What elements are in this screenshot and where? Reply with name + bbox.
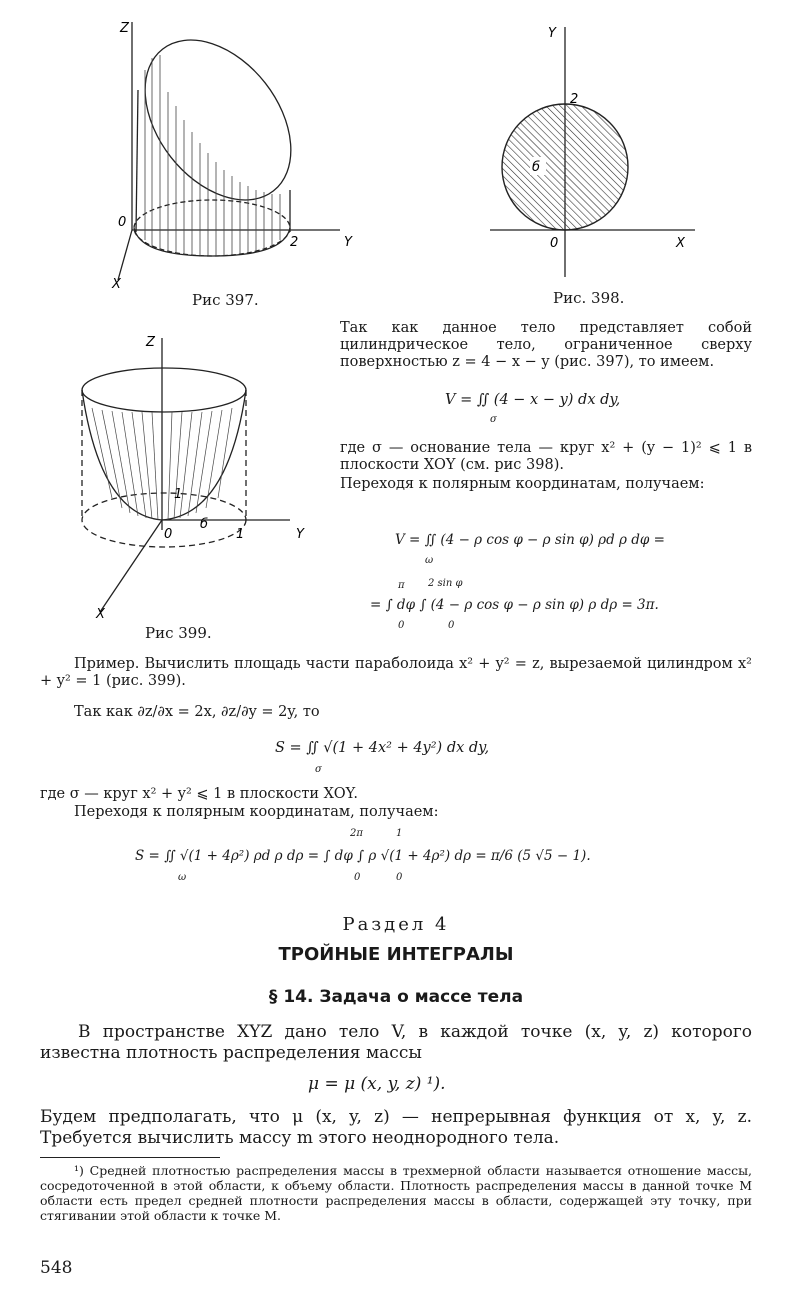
right-paragraph-1: Так как данное тело представляет собой цилиндрическое тело, ограниченное сверху поверхностью z = 4 − x − y (рис. 397), то имеем. bbox=[340, 320, 752, 370]
right-formula-2: V = ∬ (4 − ρ cos φ − ρ sin φ) ρd ρ dφ = bbox=[395, 532, 665, 548]
example-formula-2-upper-2: 1 bbox=[396, 828, 403, 839]
right-paragraph-3: Переходя к полярным координатам, получаем: bbox=[340, 476, 705, 492]
fig398-caption: Рис. 398. bbox=[553, 289, 625, 307]
right-formula-3-lower-1: 0 bbox=[398, 620, 405, 631]
fig398-axis-x: X bbox=[676, 236, 685, 251]
fig397-axis-z: Z bbox=[120, 21, 129, 36]
right-formula-2-sub: ω bbox=[425, 555, 434, 566]
fig399-axis-z: Z bbox=[146, 335, 155, 350]
section-formula-1: μ = μ (x, y, z) ¹). bbox=[308, 1074, 446, 1094]
figure-398 bbox=[490, 15, 710, 290]
example-paragraph-3: где σ — круг x² + y² ⩽ 1 в плоскости XOY. bbox=[40, 786, 358, 802]
fig399-origin: 0 bbox=[164, 527, 173, 542]
fig399-axis-x: X bbox=[96, 607, 105, 620]
section-part-heading: Раздел 4 bbox=[342, 914, 450, 935]
fig399-axis-y: Y bbox=[296, 527, 304, 542]
subsection-title: § 14. Задача о массе тела bbox=[268, 987, 524, 1007]
section-paragraph-2: Будем предполагать, что μ (x, y, z) — непрерывная функция от x, y, z. Требуется вычислить массу m этого неоднородного тела. bbox=[40, 1107, 752, 1148]
page-number: 548 bbox=[40, 1258, 73, 1278]
example-formula-1: S = ∬ √(1 + 4x² + 4y²) dx dy, bbox=[275, 740, 490, 756]
fig397-caption: Рис 397. bbox=[192, 291, 259, 309]
example-formula-2-sub: ω bbox=[178, 872, 187, 883]
section-paragraph-1: В пространстве XYZ дано тело V, в каждой точке (x, y, z) которого известна плотность распределения массы bbox=[40, 1022, 752, 1063]
right-paragraph-2: где σ — основание тела — круг x² + (y − 1)² ⩽ 1 в плоскости XOY (см. рис 398). bbox=[340, 440, 752, 473]
fig397-axis-x: X bbox=[112, 277, 121, 292]
fig399-tick-x: 1 bbox=[174, 487, 183, 502]
example-formula-2-lower-2: 0 bbox=[396, 872, 403, 883]
example-formula-2-lower-1: 0 bbox=[354, 872, 361, 883]
example-formula-2: S = ∬ √(1 + 4ρ²) ρd ρ dρ = ∫ dφ ∫ ρ √(1 + 4ρ²) dρ = π/6 (5 √5 − 1). bbox=[135, 848, 591, 864]
fig398-region: б bbox=[532, 160, 541, 175]
right-formula-1-sub: σ bbox=[490, 414, 497, 425]
fig397-axis-y: Y bbox=[344, 235, 352, 250]
fig397-origin: 0 bbox=[118, 215, 127, 230]
fig398-origin: 0 bbox=[550, 236, 559, 251]
right-formula-3-upper-2: 2 sin φ bbox=[428, 578, 463, 589]
right-formula-3-lower-2: 0 bbox=[448, 620, 455, 631]
section-title: ТРОЙНЫЕ ИНТЕГРАЛЫ bbox=[278, 944, 514, 965]
figure-397 bbox=[100, 10, 380, 295]
fig398-axis-y: Y bbox=[548, 26, 556, 41]
example-paragraph-4: Переходя к полярным координатам, получаем: bbox=[74, 804, 439, 820]
right-formula-1: V = ∬ (4 − x − y) dx dy, bbox=[445, 392, 621, 408]
figure-399 bbox=[40, 330, 340, 620]
fig399-tick-y: 1 bbox=[236, 527, 245, 542]
example-paragraph-2: Так как ∂z/∂x = 2x, ∂z/∂y = 2y, то bbox=[74, 704, 320, 720]
fig399-caption: Рис 399. bbox=[145, 624, 212, 642]
fig398-tick: 2 bbox=[570, 92, 579, 107]
right-formula-3: = ∫ dφ ∫ (4 − ρ cos φ − ρ sin φ) ρ dρ = 3π. bbox=[370, 597, 659, 613]
right-formula-3-upper-1: π bbox=[398, 580, 405, 591]
example-formula-2-upper-1: 2π bbox=[350, 828, 363, 839]
example-formula-1-sub: σ bbox=[315, 764, 322, 775]
example-paragraph-1: Пример. Вычислить площадь части параболоида x² + y² = z, вырезаемой цилиндром x² + y² = 1 (рис. 399). bbox=[40, 656, 752, 689]
footnote-text: ¹) Средней плотностью распределения массы в трехмерной области называется отношение массы, сосредоточенной в этой области, к объему области. Плотность распределения массы в данной точке M области есть предел средней плотности распределения массы в области, содержащей эту точку, при стягивании этой области к точке M. bbox=[40, 1163, 752, 1223]
fig397-tick: 2 bbox=[290, 235, 299, 250]
footnote-rule bbox=[40, 1157, 220, 1158]
fig399-region: б bbox=[200, 517, 209, 532]
